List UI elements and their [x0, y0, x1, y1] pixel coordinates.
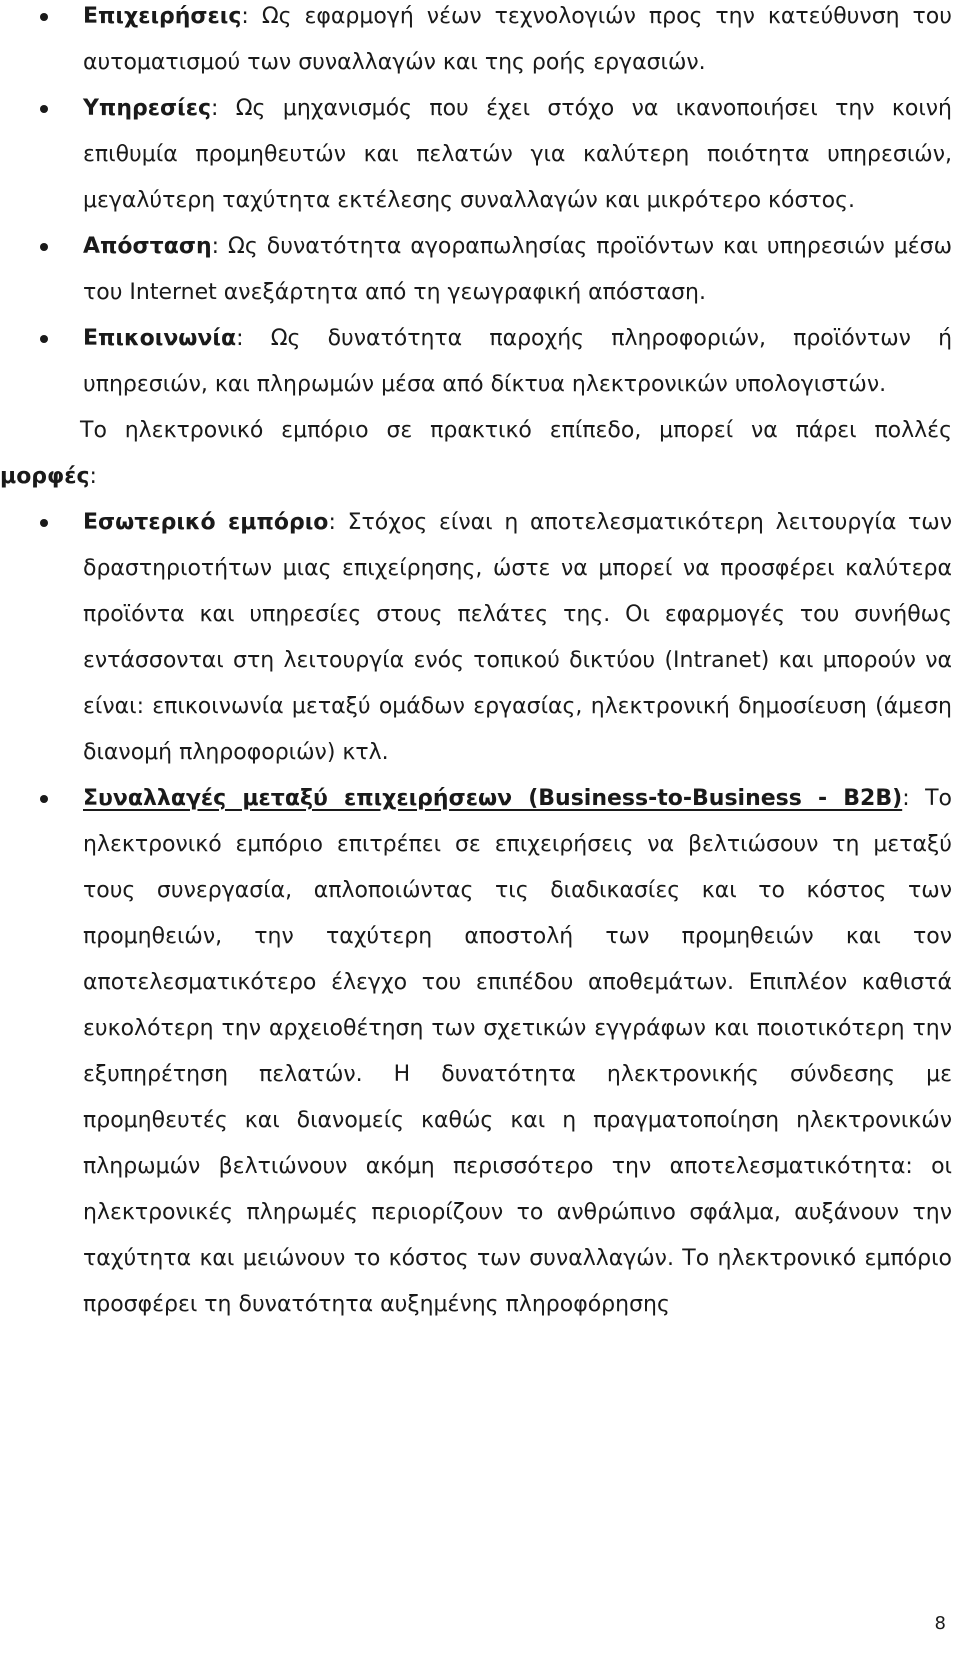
list-item-separator: :	[328, 510, 348, 535]
list-item-separator: :	[241, 4, 262, 29]
list-item-separator: :	[236, 326, 271, 351]
list-item-text: Στόχος είναι η αποτελεσματικότερη λειτουργία των δραστηριοτήτων μιας επιχείρησης, ώστε να μπορεί να προσφέρει καλύτερα προϊόντα και υπηρεσίες στους πελάτες της. Οι εφαρμογές του συνήθως εντάσσονται στη λειτουργία ενός τοπικού δικτύου (Intranet) και μπορούν να είναι: επικοινωνία μεταξύ ομάδων εργασίας, ηλεκτρονική δημοσίευση (άμεση διανομή πληροφοριών) κτλ.	[83, 510, 953, 765]
list-item	[0, 0, 960, 86]
bullet-icon	[40, 519, 48, 527]
list-item-term: Επιχειρήσεις	[83, 4, 242, 29]
bullet-icon	[40, 105, 48, 113]
list-item-text: Ως δυνατότητα αγοραπωλησίας προϊόντων και υπηρεσιών μέσω του Internet ανεξάρτητα από τη γεωγραφική απόσταση.	[83, 234, 953, 305]
bullet-icon	[40, 13, 48, 21]
page-number: 8	[934, 1613, 946, 1634]
list-item	[0, 316, 960, 408]
intro-paragraph	[0, 408, 960, 500]
list-item-text: Ως δυνατότητα παροχής πληροφοριών, προϊόντων ή υπηρεσιών, και πληρωμών μέσα από δίκτυα ηλεκτρονικών υπολογιστών.	[83, 326, 953, 397]
bullet-icon	[40, 243, 48, 251]
paragraph-end: :	[89, 464, 97, 489]
list-item-term: Υπηρεσίες	[83, 96, 211, 121]
list-item	[0, 776, 960, 1328]
list-item-term: Επικοινωνία	[83, 326, 237, 351]
bullet-icon	[40, 335, 48, 343]
paragraph-text: Το ηλεκτρονικό εμπόριο σε πρακτικό επίπεδο, μπορεί να πάρει πολλές	[80, 418, 952, 443]
list-item-term: Εσωτερικό εμπόριο	[83, 510, 329, 535]
list-item-separator: :	[902, 786, 926, 811]
list-item	[0, 500, 960, 776]
list-item-text: Ως εφαρμογή νέων τεχνολογιών προς την κατεύθυνση του αυτοματισμού των συναλλαγών και της ροής εργασιών.	[83, 4, 952, 75]
bullet-list-forms	[0, 500, 960, 1328]
paragraph-bold-term: μορφές	[0, 464, 90, 489]
list-item-separator: :	[210, 96, 236, 121]
list-item	[0, 86, 960, 224]
bullet-list-aspects	[0, 0, 960, 408]
list-item-term: Απόσταση	[83, 234, 212, 259]
list-item-text: Ως μηχανισμός που έχει στόχο να ικανοποιήσει την κοινή επιθυμία προμηθευτών και πελατών για καλύτερη ποιότητα υπηρεσιών, μεγαλύτερη ταχύτητα εκτέλεσης συναλλαγών και μικρότερο κόστος.	[83, 96, 952, 213]
list-item-term: Συναλλαγές μεταξύ επιχειρήσεων (Business-to-Business - B2B)	[83, 786, 903, 811]
list-item-separator: :	[211, 234, 229, 259]
list-item	[0, 224, 960, 316]
list-item-text: Το ηλεκτρονικό εμπόριο επιτρέπει σε επιχειρήσεις να βελτιώσουν τη μεταξύ τους συνεργασία, απλοποιώντας τις διαδικασίες και το κόστος των προμηθειών, την ταχύτερη αποστολή των προμηθειών και τον αποτελεσματικότερο έλεγχο του επιπέδου αποθεμάτων. Επιπλέον καθιστά ευκολότερη την αρχειοθέτηση των σχετικών εγγράφων και ποιοτικότερη την εξυπηρέτηση πελατών. Η δυνατότητα ηλεκτρονικής σύνδεσης με προμηθευτές και διανομείς καθώς και η πραγματοποίηση ηλεκτρονικών πληρωμών βελτιώνουν ακόμη περισσότερο την αποτελεσματικότητα: οι ηλεκτρονικές πληρωμές περιορίζουν το ανθρώπινο σφάλμα, αυξάνουν την ταχύτητα και μειώνουν το κόστος των συναλλαγών. Το ηλεκτρονικό εμπόριο προσφέρει τη δυνατότητα αυξημένης πληροφόρησης	[83, 786, 952, 1317]
bullet-icon	[40, 795, 48, 803]
